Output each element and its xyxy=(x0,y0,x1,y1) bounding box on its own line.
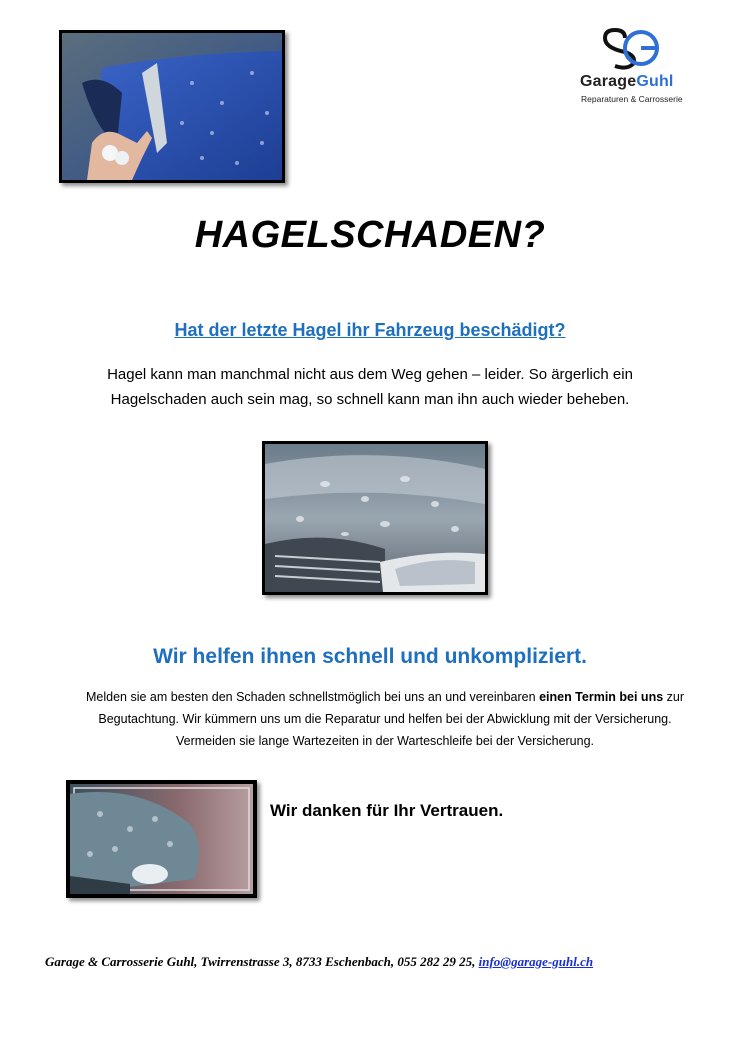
hail-hand-photo xyxy=(59,30,285,183)
section2-text-end: zur Begutachtung. Wir kümmern uns um die Reparatur und helfen bei der Abwicklung mit der Versicherung. Vermeiden sie lange Wartezeiten in der Warteschleife bei der Versicherung. xyxy=(98,690,685,748)
logo-tagline: Reparaturen & Carrosserie xyxy=(581,94,683,104)
garage-guhl-logo xyxy=(575,26,695,108)
intro-line-1: Hagel kann man manchmal nicht aus dem Weg gehen – leider. So ärgerlich ein xyxy=(107,366,633,383)
page-title: HAGELSCHADEN? xyxy=(194,214,546,256)
intro-line-2: Hagelschaden auch sein mag, so schnell kann man ihn auch wieder beheben. xyxy=(110,391,630,408)
section2-text-bold: einen Termin bei uns xyxy=(539,690,664,704)
logo-name: GarageGuhl xyxy=(580,73,674,90)
email-link[interactable]: info@garage-guhl.ch xyxy=(478,954,594,969)
hail-damage-car-photo xyxy=(66,780,257,898)
footer-address: Garage & Carrosserie Guhl, Twirrenstrasse 3, 8733 Eschenbach, 055 282 29 25, xyxy=(45,954,479,969)
section2-heading: Wir helfen ihnen schnell und unkompliziert. xyxy=(153,645,587,668)
logo-mark-icon xyxy=(597,26,667,70)
thanks-text: Wir danken für Ihr Vertrauen. xyxy=(270,801,504,820)
section1-subtitle: Hat der letzte Hagel ihr Fahrzeug beschädigt? xyxy=(174,320,566,340)
section2-text-start: Melden sie am besten den Schaden schnellstmöglich bei uns an und vereinbaren xyxy=(85,690,540,704)
section2-body xyxy=(70,686,700,752)
footer-contact xyxy=(45,954,593,970)
intro-text xyxy=(70,362,670,412)
hail-dent-hood-photo xyxy=(262,441,488,595)
